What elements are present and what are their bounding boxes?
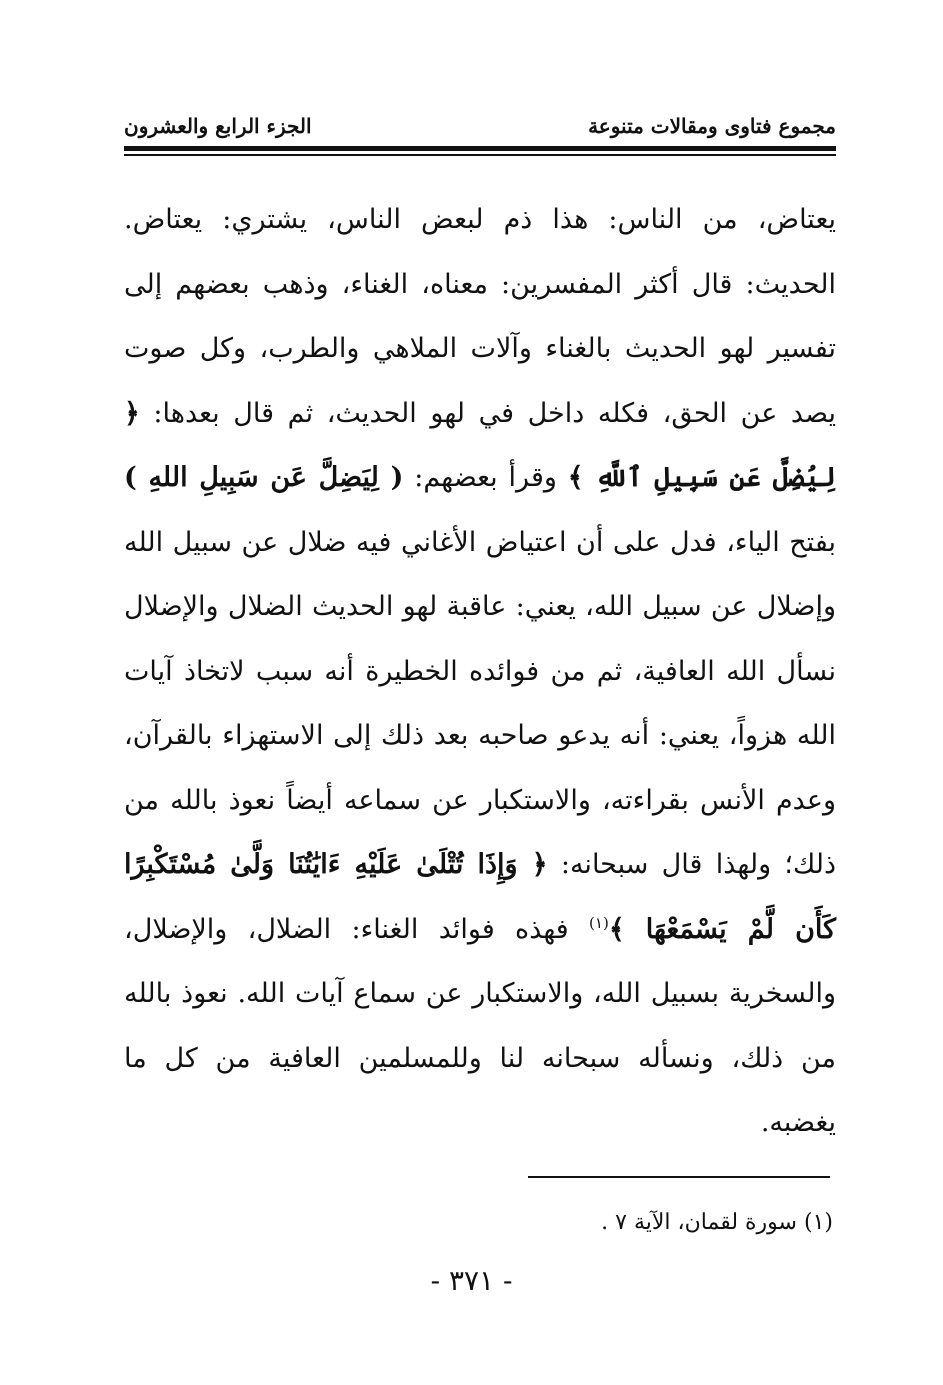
footnote	[601, 1210, 833, 1235]
footnote-reference: (١)	[589, 913, 609, 932]
paragraph	[124, 188, 836, 1156]
running-header	[124, 110, 836, 144]
text-segment: فهذه فوائد الغناء: الضلال، والإضلال، والسخرية بسبيل الله، والاستكبار عن سماع آيات الله. نعوذ بالله من ذلك، ونسأله سبحانه لنا وللمسلمين العافية من كل ما يغضبه.	[124, 913, 836, 1138]
quran-verse: ﴿ لِيُضِلَّ عَن سَبِيلِ ٱللَّهِ ﴾	[124, 397, 836, 493]
quran-reading: ( لِيَضِلَّ عَن سَبِيلِ اللهِ )	[124, 462, 404, 493]
header-rule-thin	[124, 154, 836, 156]
book-title: مجموع فتاوى ومقالات متنوعة	[588, 114, 836, 138]
text-segment: وقرأ بعضهم:	[414, 462, 557, 493]
text-segment: بفتح الياء، فدل على أن اعتياض الأغاني فيه ضلال عن سبيل الله وإضلال عن سبيل الله، يعني: عاقبة لهو الحديث الضلال والإضلال نسأل الله العافية، ثم من فوائده الخطيرة أنه سبب لاتخاذ آيات الله هزواً، يعني: أنه يدعو صاحبه بعد ذلك إلى الاستهزاء بالقرآن، وعدم الأنس بقراءته، والاستكبار عن سماعه أيضاً نعوذ بالله من ذلك؛ ولهذا قال سبحانه:	[124, 526, 837, 880]
footnote-separator	[528, 1176, 830, 1178]
volume-label: الجزء الرابع والعشرون	[124, 114, 312, 138]
main-text	[124, 188, 836, 1156]
text-segment: يعتاض، من الناس: هذا ذم لبعض الناس، يشتري: يعتاض. الحديث: قال أكثر المفسرين: معناه، الغناء، وذهب بعضهم إلى تفسير لهو الحديث بالغناء وآلات الملاهي والطرب، وكل صوت يصد عن الحق، فكله داخل في لهو الحديث، ثم قال بعدها:	[124, 204, 836, 429]
footnote-text: سورة لقمان، الآية ٧ .	[601, 1210, 797, 1235]
quran-verse: ﴿ وَإِذَا تُتْلَىٰ عَلَيْهِ ءَايَٰتُنَا وَلَّىٰ مُسْتَكْبِرًا كَأَن لَّمْ يَسْمَعْهَا ﴾	[124, 849, 836, 945]
header-rule-thick	[124, 146, 836, 151]
page-number: - ٣٧١ -	[430, 1264, 513, 1297]
footnote-marker: (١)	[803, 1210, 833, 1235]
